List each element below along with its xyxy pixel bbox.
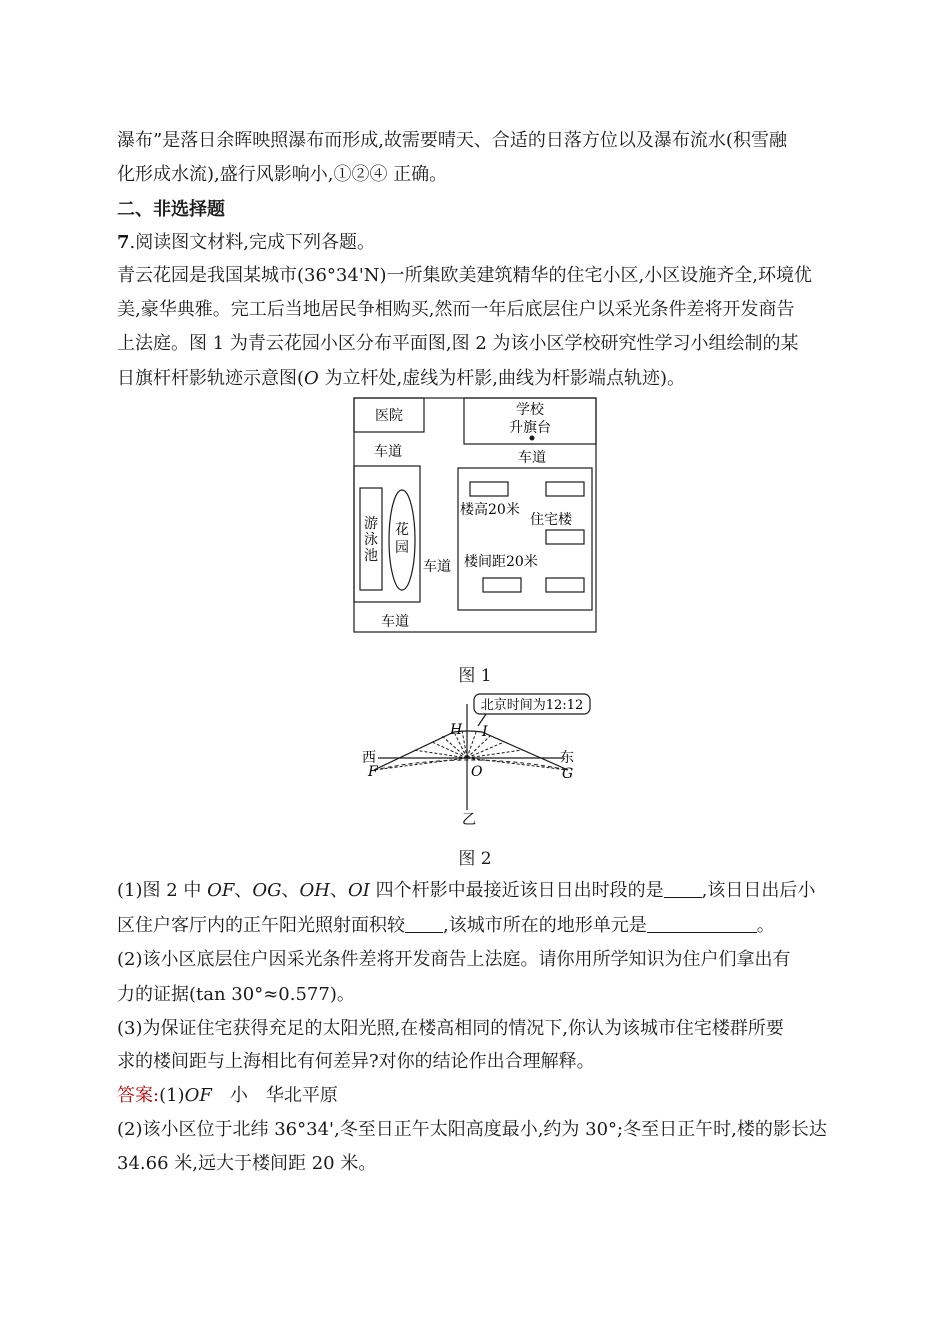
question-text: (1)图 2 中 bbox=[117, 880, 208, 901]
residential-block bbox=[458, 468, 592, 610]
point-i-label: I bbox=[482, 724, 488, 740]
separator: 、 bbox=[329, 880, 348, 901]
answer-colon: : bbox=[153, 1085, 160, 1106]
answer-blank[interactable] bbox=[664, 879, 702, 898]
shadow-name: OI bbox=[347, 880, 370, 901]
question-3-line: (3)为保证住宅获得充足的太阳光照,在楼高相同的情况下,你认为该城市住宅楼群所要 bbox=[117, 1018, 784, 1039]
question-instruction: .阅读图文材料,完成下列各题。 bbox=[129, 232, 375, 253]
hospital-label: 医院 bbox=[375, 408, 403, 424]
shadow-name: OH bbox=[299, 880, 330, 901]
question-1-line bbox=[117, 913, 837, 939]
figure2-shadow-diagram bbox=[350, 690, 600, 835]
road-label: 车道 bbox=[423, 559, 451, 575]
answer-line-2: (2)该小区位于北纬 36°34',冬至日正午太阳高度最小,约为 30°;冬至日正午时,楼的影长达 bbox=[117, 1119, 827, 1140]
flagstage-label: 升旗台 bbox=[509, 420, 551, 436]
point-h-label: H bbox=[450, 722, 463, 738]
question-text: 。 bbox=[756, 915, 775, 936]
material-line: 美,豪华典雅。完工后当地居民争相购买,然而一年后底层住户以采光条件差将开发商告 bbox=[117, 299, 795, 320]
material-line: 上法庭。图 1 为青云花园小区分布平面图,图 2 为该小区学校研究性学习小组绘制的某 bbox=[117, 333, 799, 354]
road-label: 车道 bbox=[374, 444, 402, 460]
pool-label: 池 bbox=[364, 548, 378, 564]
flagpole-dot bbox=[530, 436, 535, 441]
figure2-caption: 图 2 bbox=[458, 849, 492, 869]
building-spacing-label: 楼间距20米 bbox=[464, 554, 538, 570]
residential-label: 住宅楼 bbox=[530, 512, 572, 528]
material-line bbox=[117, 366, 837, 392]
question-2-line: (2)该小区底层住户因采光条件差将开发商告上法庭。请你用所学知识为住户们拿出有 bbox=[117, 949, 791, 970]
building-height-label: 楼高20米 bbox=[460, 502, 520, 518]
garden-label: 园 bbox=[395, 540, 409, 556]
answer-label: 答案 bbox=[117, 1085, 153, 1106]
shadow-name: OF bbox=[207, 880, 235, 901]
separator: 、 bbox=[281, 880, 300, 901]
residential-building bbox=[470, 482, 508, 496]
east-label: 东 bbox=[560, 750, 574, 766]
material-text: 为立杆处,虚线为杆影,曲线为杆影端点轨迹)。 bbox=[318, 368, 685, 389]
pool-label: 游 bbox=[364, 516, 378, 532]
answer-text: 小 华北平原 bbox=[211, 1085, 338, 1106]
question-text: 四个杆影中最接近该日日出时段的是 bbox=[369, 880, 664, 901]
road-label: 车道 bbox=[381, 614, 409, 630]
section-heading: 二、非选择题 bbox=[117, 199, 225, 220]
question-number: 7 bbox=[117, 232, 130, 253]
figure1-site-plan bbox=[350, 396, 600, 636]
material-text: 日旗杆杆影轨迹示意图( bbox=[117, 368, 305, 389]
residential-building bbox=[483, 578, 521, 592]
shadow-name: OG bbox=[252, 880, 282, 901]
question-text: ,该日日出后小 bbox=[701, 880, 816, 901]
question-intro bbox=[117, 230, 837, 256]
west-label: 西 bbox=[362, 750, 376, 766]
point-o-label: O bbox=[304, 368, 319, 389]
answer-blank[interactable] bbox=[405, 914, 443, 933]
answer-line-1 bbox=[117, 1083, 837, 1109]
school-label: 学校 bbox=[516, 402, 544, 418]
answer-shadow: OF bbox=[184, 1085, 212, 1106]
question-1-line bbox=[117, 878, 837, 904]
answer-line-3: 34.66 米,远大于楼间距 20 米。 bbox=[117, 1153, 377, 1174]
point-f-label: F bbox=[368, 764, 378, 780]
point-g-label: G bbox=[562, 766, 574, 782]
time-label: 北京时间为12:12 bbox=[480, 698, 584, 713]
residential-building bbox=[546, 578, 584, 592]
material-line: 青云花园是我国某城市(36°34'N)一所集欧美建筑精华的住宅小区,小区设施齐全,环境优 bbox=[117, 265, 812, 286]
figure1-caption: 图 1 bbox=[458, 666, 492, 686]
garden-label: 花 bbox=[395, 522, 409, 538]
separator: 、 bbox=[234, 880, 253, 901]
point-o-label: O bbox=[471, 764, 483, 780]
pool-label: 泳 bbox=[364, 532, 378, 548]
question-text: ,该城市所在的地形单元是 bbox=[443, 915, 647, 936]
text-line: 化形成水流),盛行风影响小,①②④ 正确。 bbox=[117, 164, 448, 185]
text-line: 瀑布”是落日余晖映照瀑布而形成,故需要晴天、合适的日落方位以及瀑布流水(积雪融 bbox=[117, 130, 787, 151]
residential-building bbox=[546, 530, 584, 544]
road-label: 车道 bbox=[518, 450, 546, 466]
south-label: 乙 bbox=[462, 812, 476, 828]
answer-text: (1) bbox=[159, 1085, 185, 1106]
answer-blank[interactable] bbox=[647, 914, 757, 933]
residential-building bbox=[546, 482, 584, 496]
question-3-line: 求的楼间距与上海相比有何差异?对你的结论作出合理解释。 bbox=[117, 1051, 595, 1072]
question-2-line: 力的证据(tan 30°≈0.577)。 bbox=[117, 984, 355, 1005]
question-text: 区住户客厅内的正午阳光照射面积较 bbox=[117, 915, 405, 936]
